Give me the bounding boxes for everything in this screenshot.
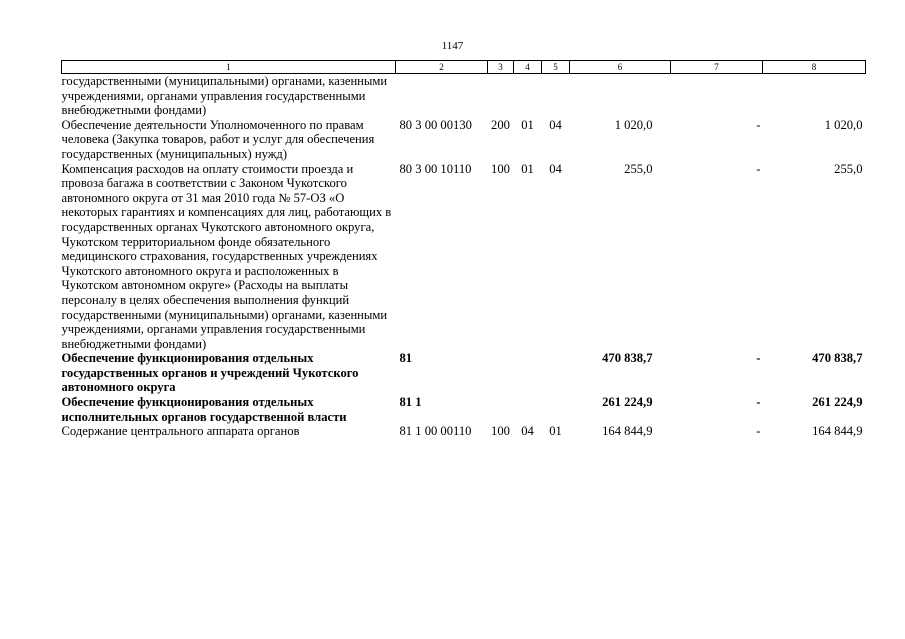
row-change: - — [756, 424, 761, 439]
row-vr — [488, 74, 514, 118]
row-name: Компенсация расходов на оплату стоимости проезда и провоза багажа в соответствии с Законом Чукотского автономного округа от 31 мая 2010 года № 57-ОЗ «О некоторых гарантиях и компенсациях для лиц, работающих в государственных органах Чукотского автономного округа, Чукотском территориальном фонде обязательного медицинского страхования, государственных учреждениях Чукотского автономного округа и расположенных в Чукотском автономном округе» (Расходы на выплаты персоналу в целях обеспечения выполнения функций государственными (муниципальными) органами, казенными учреждениями, органами управления государственными внебюджетными фондами) — [61, 161, 392, 351]
row-code: 81 — [399, 351, 413, 366]
row-vr: 100 — [491, 424, 510, 439]
row-pr — [542, 74, 570, 118]
row-change: - — [756, 117, 761, 132]
row-vr: 100 — [491, 161, 510, 176]
row-code — [396, 74, 488, 118]
col-header-8: 8 — [763, 61, 866, 74]
row-total: 1 020,0 — [824, 117, 863, 132]
row-change: - — [756, 395, 761, 410]
row-total: 164 844,9 — [812, 424, 863, 439]
row-vr — [488, 351, 514, 395]
table-row — [62, 74, 866, 118]
table-row — [62, 424, 866, 439]
row-name: Обеспечение функционирования отдельных исполнительных органов государственной власти — [61, 395, 347, 424]
row-rz — [514, 351, 542, 395]
col-header-1: 1 — [62, 61, 396, 74]
table-row — [62, 118, 866, 162]
row-pr: 04 — [549, 161, 562, 176]
row-name: Содержание центрального аппарата органов — [61, 424, 300, 439]
row-rz: 01 — [521, 117, 534, 132]
row-name: государственными (муниципальными) органами, казенными учреждениями, органами управления государственными внебюджетными фондами) — [61, 74, 388, 118]
row-rz: 01 — [521, 161, 534, 176]
row-sum: 255,0 — [624, 161, 653, 176]
row-code: 81 1 00 00110 — [399, 424, 472, 439]
row-rz — [514, 395, 542, 424]
table-row — [62, 162, 866, 352]
row-code: 80 3 00 00130 — [399, 117, 472, 132]
row-sum: 470 838,7 — [602, 351, 653, 366]
row-vr: 200 — [491, 117, 510, 132]
row-name: Обеспечение деятельности Уполномоченного по правам человека (Закупка товаров, работ и услуг для обеспечения государственных (муниципальных) нужд) — [61, 117, 375, 161]
col-header-3: 3 — [488, 61, 514, 74]
row-vr — [488, 395, 514, 424]
row-total: 261 224,9 — [812, 395, 863, 410]
row-pr: 01 — [549, 424, 562, 439]
row-total — [763, 74, 866, 118]
row-pr: 04 — [549, 117, 562, 132]
row-total: 470 838,7 — [812, 351, 863, 366]
row-sum: 1 020,0 — [614, 117, 653, 132]
row-pr — [542, 395, 570, 424]
row-change: - — [756, 351, 761, 366]
row-code: 81 1 — [399, 395, 422, 410]
col-header-4: 4 — [514, 61, 542, 74]
table-row — [62, 351, 866, 395]
row-total: 255,0 — [834, 161, 863, 176]
row-pr — [542, 351, 570, 395]
table-row — [62, 395, 866, 424]
page-number: 1147 — [441, 40, 464, 52]
col-header-2: 2 — [396, 61, 488, 74]
row-code: 80 3 00 10110 — [399, 161, 472, 176]
header-row — [62, 61, 866, 74]
table-header — [62, 61, 866, 74]
budget-table — [61, 60, 866, 439]
row-sum — [570, 74, 671, 118]
row-sum: 164 844,9 — [602, 424, 653, 439]
col-header-5: 5 — [542, 61, 570, 74]
row-rz: 04 — [521, 424, 534, 439]
table-body — [62, 74, 866, 439]
row-sum: 261 224,9 — [602, 395, 653, 410]
row-change — [671, 74, 763, 118]
col-header-6: 6 — [570, 61, 671, 74]
col-header-7: 7 — [671, 61, 763, 74]
row-name: Обеспечение функционирования отдельных государственных органов и учреждений Чукотского автономного округа — [61, 351, 359, 395]
row-rz — [514, 74, 542, 118]
row-change: - — [756, 161, 761, 176]
